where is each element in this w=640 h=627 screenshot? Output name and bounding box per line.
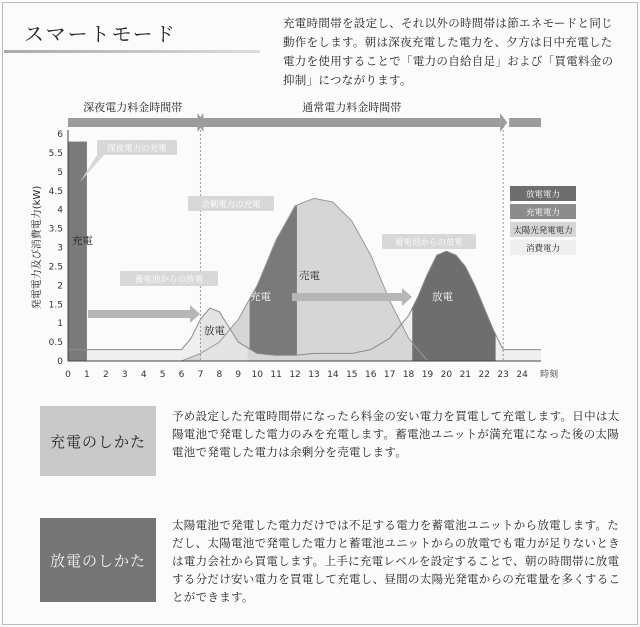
period-bar-0: [68, 118, 197, 127]
legend-label-1: 充電電力: [525, 208, 561, 218]
y-tick-label: 1.5: [48, 300, 63, 311]
region-label-3: 売電: [299, 270, 320, 282]
x-tick-label: 13: [308, 370, 320, 380]
period-arrow-right-1: [500, 113, 507, 132]
page-title: スマートモード: [24, 22, 177, 46]
y-tick-label: 2: [57, 281, 63, 292]
charge-method-text: 予め設定した充電時間帯になったら料金の安い電力を買電して充電します。日中は太陽電池で発電した電力のみを充電します。蓄電池ユニットが満充電になった後の太陽電池で発電した電力は余剰分を売電します。: [172, 409, 620, 459]
y-tick-label: 0.5: [48, 338, 63, 349]
x-tick-label: 19: [421, 370, 434, 380]
legend-label-0: 放電電力: [525, 190, 561, 200]
x-tick-label: 9: [235, 370, 242, 380]
x-tick-label: 23: [497, 370, 509, 380]
y-tick-label: 3: [57, 243, 63, 254]
discharge-method-label: 放電のしかた: [40, 518, 156, 602]
arrow-midday-to-evening-head: [402, 288, 412, 306]
spacer: [110, 152, 116, 302]
x-tick-label: 22: [478, 370, 490, 380]
region-label-2: 充電: [250, 291, 271, 303]
x-tick-label: 11: [270, 370, 282, 380]
annotation-text-1: 余剰電力の充電: [201, 200, 261, 210]
night-charge-bar: [68, 142, 87, 361]
period-label-1: 通常電力料金時間帯: [302, 101, 402, 114]
arrow-midday-to-evening-shaft: [292, 293, 402, 301]
y-tick-label: 1: [57, 319, 63, 330]
y-tick-label: 5.5: [48, 148, 63, 159]
x-tick-label: 15: [346, 370, 358, 380]
charge-method-label: 充電のしかた: [40, 406, 156, 476]
x-tick-label: 4: [140, 370, 147, 380]
intro-text: 充電時間帯を設定し、それ以外の時間帯は節エネモードと同じ動作をします。朝は深夜充電した電力を、夕方は日中充電した電力を使用することで「電力の自給自足」および「買電料金の抑制」につながります。: [283, 16, 614, 87]
arrow-night-to-morning-shaft: [88, 310, 190, 318]
annotation-text-3: 蓄電池からの放電: [394, 238, 464, 248]
region-label-0: 充電: [72, 235, 93, 247]
discharge-method-text: 太陽電池で発電した電力だけでは不足する電力を蓄電池ユニットから放電します。ただし、太陽電池で発電した電力と蓄電池ユニットからの放電でも電力が足りないときは電力会社から買電します。上手に充電レベルを設定することで、朝の時間帯に放電する分だけ安い電力を買電して充電し、昼間の太陽光発電からの充電量を多くすることができます。: [172, 518, 621, 604]
x-tick-label: 2: [102, 370, 109, 380]
y-tick-label: 4.5: [48, 186, 63, 197]
region-label-4: 放電: [432, 291, 453, 303]
x-tick-label: 20: [440, 370, 453, 380]
y-tick-label: 0: [57, 357, 63, 367]
x-tick-label: 6: [178, 370, 185, 380]
x-tick-label: 1: [84, 370, 90, 380]
y-tick-label: 4: [57, 205, 63, 216]
x-axis-label: 時刻: [540, 370, 559, 380]
x-tick-label: 24: [516, 370, 528, 380]
x-tick-label: 14: [327, 370, 339, 380]
y-tick-label: 6: [57, 130, 63, 140]
x-tick-label: 16: [364, 370, 377, 380]
annotation-text-0: 深夜電力の充電: [107, 144, 167, 154]
legend-label-3: 消費電力: [525, 244, 561, 254]
region-label-1: 放電: [204, 325, 225, 337]
x-tick-label: 5: [159, 370, 166, 380]
midday-charge-area: [250, 205, 297, 355]
period-bar-1: [203, 118, 500, 127]
y-tick-label: 3.5: [48, 224, 63, 235]
annotation-text-2: 蓄電池からの放電: [134, 275, 204, 285]
arrow-night-to-morning-head: [190, 305, 200, 323]
x-tick-label: 8: [216, 370, 223, 380]
y-axis-label: 発電電力及び消費電力(kW): [32, 185, 43, 310]
y-tick-label: 2.5: [48, 262, 63, 273]
x-tick-label: 18: [402, 370, 415, 380]
x-tick-label: 7: [197, 370, 204, 380]
x-tick-label: 21: [459, 370, 472, 380]
x-tick-label: 10: [251, 370, 263, 380]
period-label-0: 深夜電力料金時間帯: [83, 101, 183, 114]
x-tick-label: 0: [65, 370, 71, 380]
x-tick-label: 12: [289, 370, 301, 380]
legend-label-2: 太陽光発電電力: [513, 226, 573, 236]
y-tick-label: 5: [57, 167, 63, 178]
period-bar-tail: [509, 118, 541, 127]
x-tick-label: 3: [121, 370, 128, 380]
x-tick-label: 17: [383, 370, 396, 380]
